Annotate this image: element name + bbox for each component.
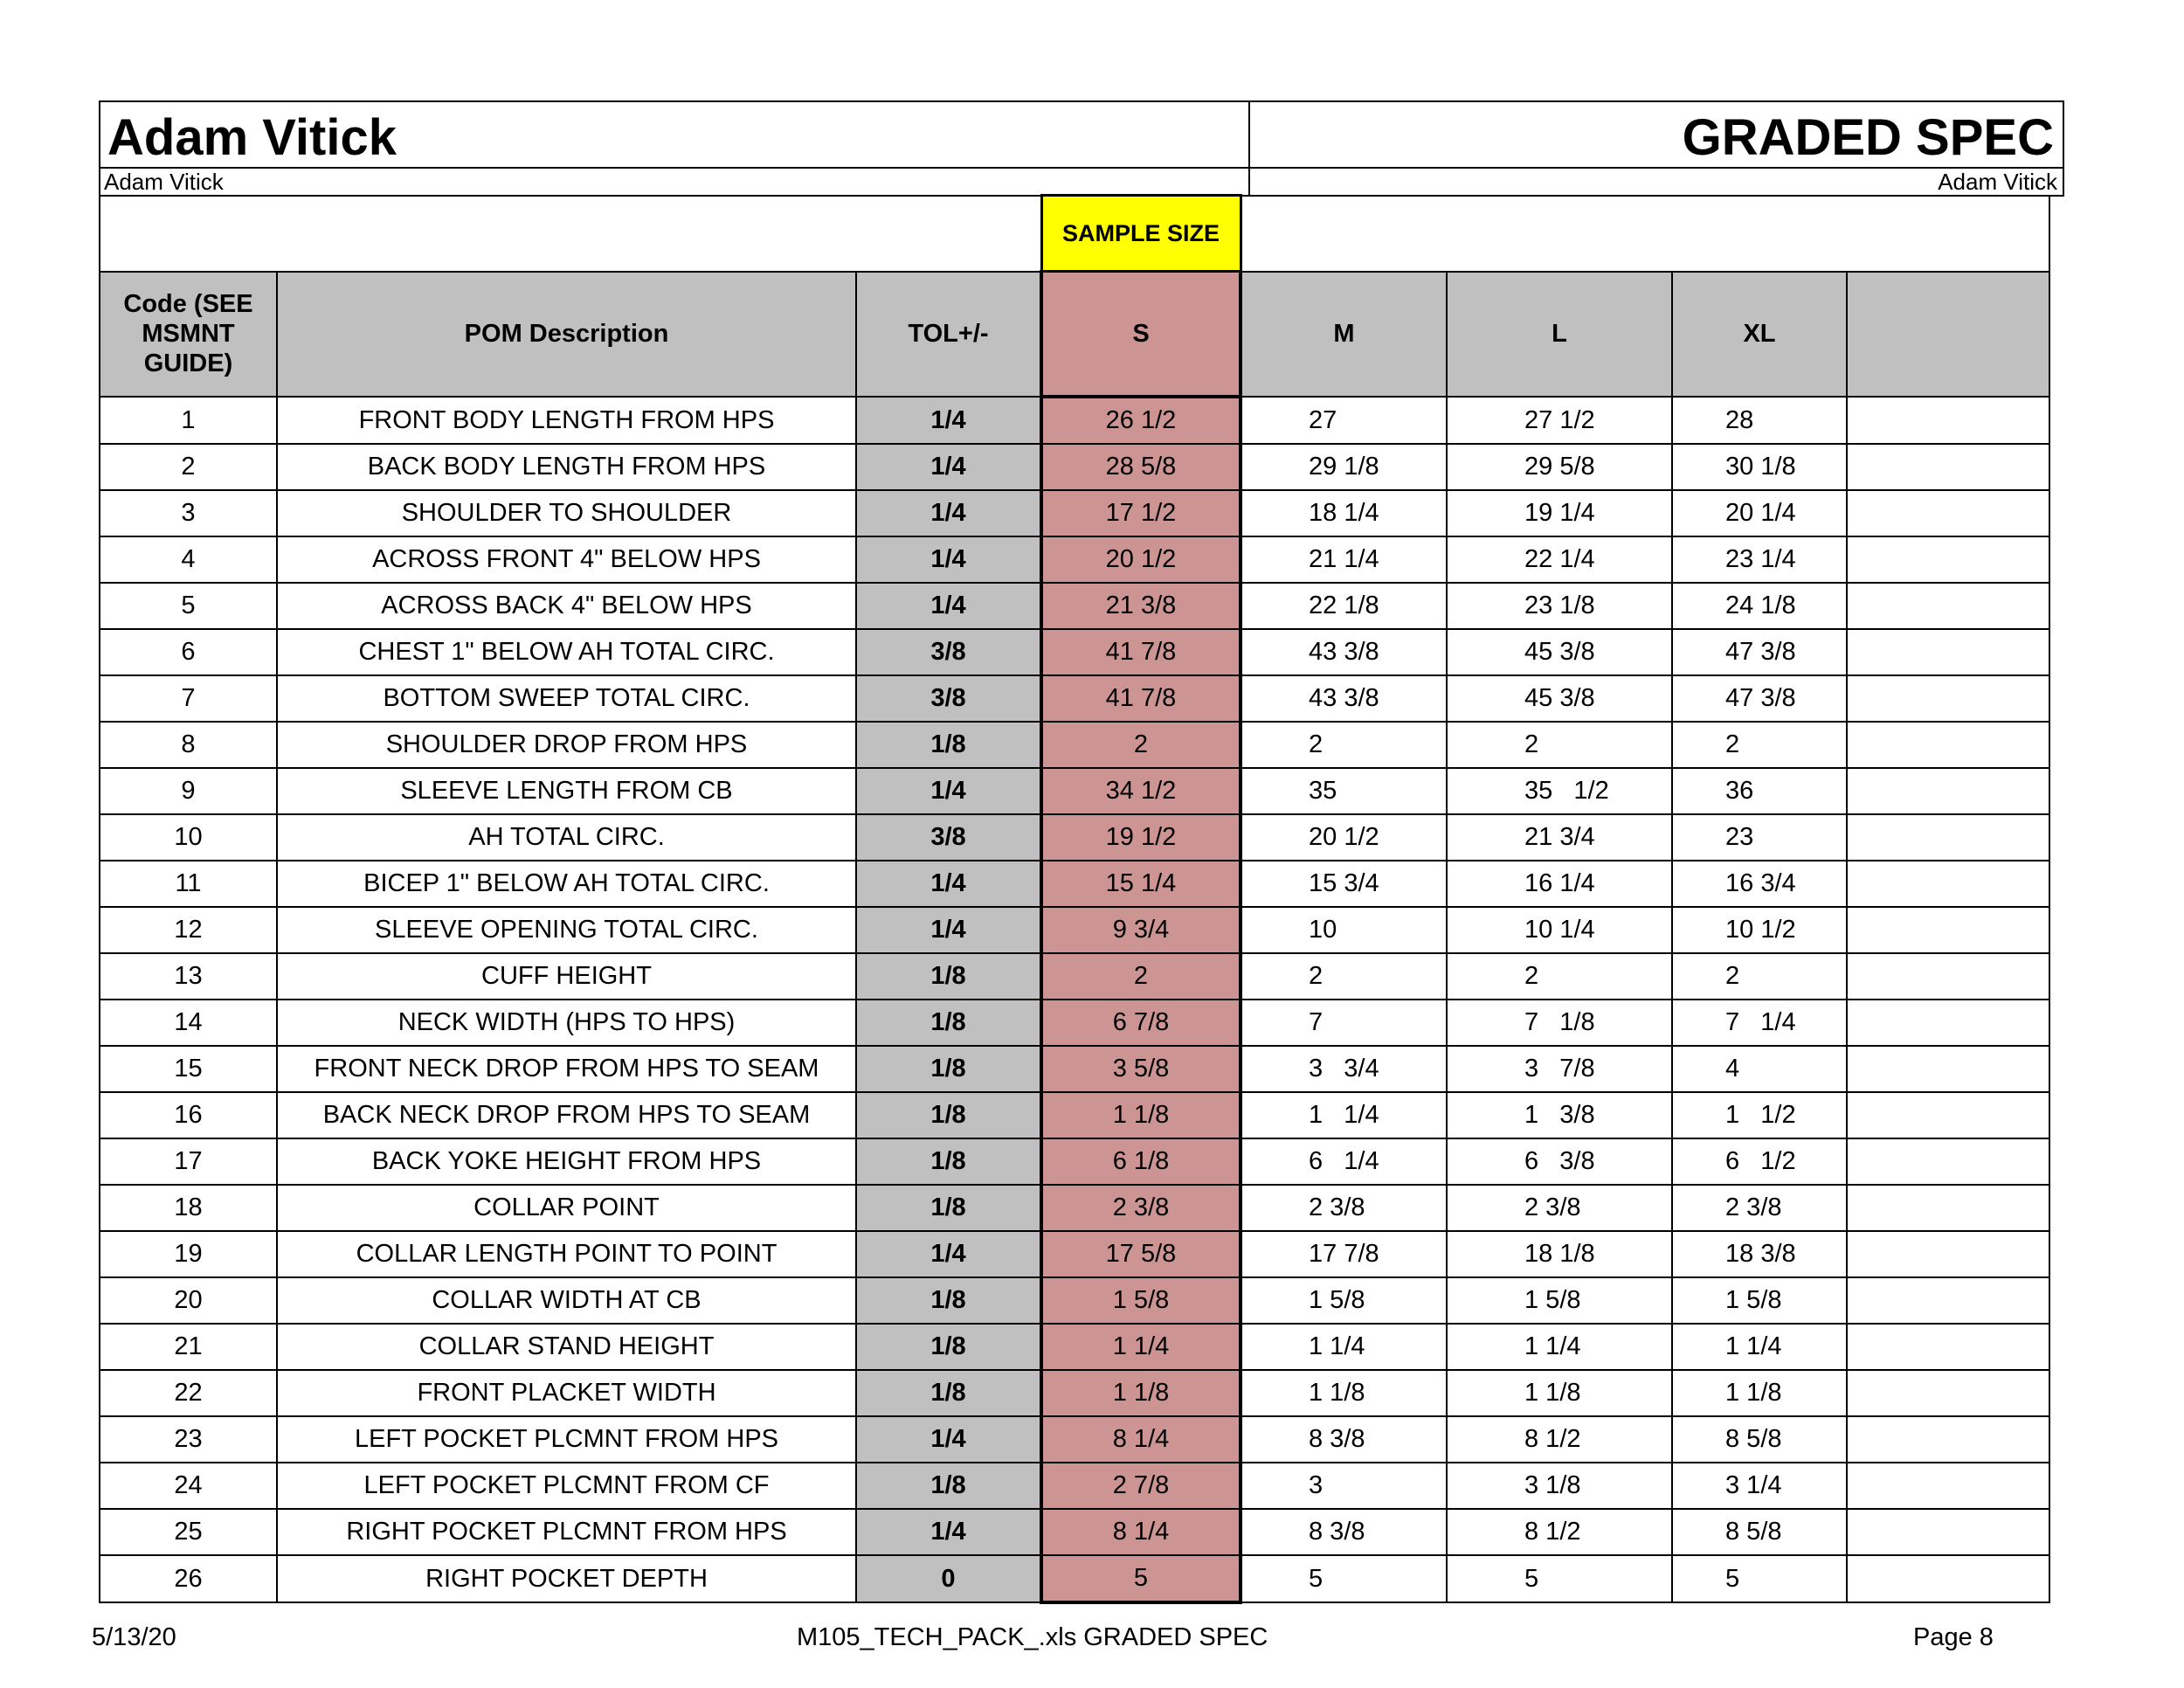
row-tolerance: 1/8 xyxy=(856,1370,1041,1416)
row-tolerance: 1/8 xyxy=(856,1138,1041,1185)
row-tolerance: 1/4 xyxy=(856,1416,1041,1463)
row-size-l: 18 1/8 xyxy=(1447,1231,1672,1277)
row-extra xyxy=(1847,953,2049,1000)
row-size-s: 21 3/8 xyxy=(1041,583,1241,629)
row-size-s: 2 xyxy=(1041,953,1241,1000)
row-extra xyxy=(1847,490,2049,536)
row-size-l: 27 1/2 xyxy=(1447,397,1672,444)
row-extra xyxy=(1847,1185,2049,1231)
row-size-m: 5 xyxy=(1241,1555,1447,1602)
row-tolerance: 1/8 xyxy=(856,1185,1041,1231)
row-size-m: 21 1/4 xyxy=(1241,536,1447,583)
table-row xyxy=(100,1277,2049,1324)
row-extra xyxy=(1847,1231,2049,1277)
row-pom-description: COLLAR WIDTH AT CB xyxy=(277,1277,856,1324)
row-extra xyxy=(1847,1138,2049,1185)
col-header-code-line: GUIDE) xyxy=(143,349,233,378)
row-size-xl: 3 1/4 xyxy=(1672,1463,1847,1509)
table-row xyxy=(100,1000,2049,1046)
row-size-m: 43 3/8 xyxy=(1241,675,1447,722)
row-code: 22 xyxy=(100,1370,277,1416)
table-row xyxy=(100,1092,2049,1138)
row-pom-description: FRONT NECK DROP FROM HPS TO SEAM xyxy=(277,1046,856,1092)
row-code: 3 xyxy=(100,490,277,536)
col-header-extra xyxy=(1847,272,2049,398)
row-code: 5 xyxy=(100,583,277,629)
row-extra xyxy=(1847,629,2049,675)
table-row xyxy=(100,722,2049,768)
row-size-s: 6 7/8 xyxy=(1041,1000,1241,1046)
footer-file: M105_TECH_PACK_.xls GRADED SPEC xyxy=(797,1623,1268,1651)
row-size-l: 29 5/8 xyxy=(1447,444,1672,490)
row-size-s: 17 5/8 xyxy=(1041,1231,1241,1277)
row-size-xl: 20 1/4 xyxy=(1672,490,1847,536)
row-extra xyxy=(1847,1463,2049,1509)
row-size-xl: 8 5/8 xyxy=(1672,1509,1847,1555)
row-tolerance: 1/8 xyxy=(856,1324,1041,1370)
table-row xyxy=(100,397,2049,444)
row-size-l: 8 1/2 xyxy=(1447,1416,1672,1463)
row-code: 4 xyxy=(100,536,277,583)
row-code: 19 xyxy=(100,1231,277,1277)
row-size-m: 22 1/8 xyxy=(1241,583,1447,629)
row-size-s: 2 xyxy=(1041,722,1241,768)
row-size-l: 23 1/8 xyxy=(1447,583,1672,629)
row-tolerance: 1/4 xyxy=(856,861,1041,907)
row-pom-description: CHEST 1" BELOW AH TOTAL CIRC. xyxy=(277,629,856,675)
row-size-xl: 2 xyxy=(1672,722,1847,768)
row-size-l: 1 3/8 xyxy=(1447,1092,1672,1138)
row-code: 16 xyxy=(100,1092,277,1138)
page-title: GRADED SPEC xyxy=(1249,101,2063,168)
row-code: 20 xyxy=(100,1277,277,1324)
row-extra xyxy=(1847,444,2049,490)
row-size-xl: 7 1/4 xyxy=(1672,1000,1847,1046)
row-size-s: 2 3/8 xyxy=(1041,1185,1241,1231)
row-size-m: 2 xyxy=(1241,953,1447,1000)
table-row xyxy=(100,907,2049,953)
row-tolerance: 1/8 xyxy=(856,1000,1041,1046)
row-size-l: 19 1/4 xyxy=(1447,490,1672,536)
row-code: 8 xyxy=(100,722,277,768)
row-size-l: 45 3/8 xyxy=(1447,629,1672,675)
row-size-xl: 47 3/8 xyxy=(1672,675,1847,722)
row-size-s: 41 7/8 xyxy=(1041,629,1241,675)
row-pom-description: LEFT POCKET PLCMNT FROM HPS xyxy=(277,1416,856,1463)
row-code: 21 xyxy=(100,1324,277,1370)
row-code: 13 xyxy=(100,953,277,1000)
row-size-l: 2 xyxy=(1447,722,1672,768)
col-header-code-line: MSMNT xyxy=(142,320,235,349)
row-pom-description: BACK BODY LENGTH FROM HPS xyxy=(277,444,856,490)
row-size-s: 2 7/8 xyxy=(1041,1463,1241,1509)
row-size-xl: 23 1/4 xyxy=(1672,536,1847,583)
row-size-m: 1 1/4 xyxy=(1241,1324,1447,1370)
table-row xyxy=(100,583,2049,629)
row-pom-description: COLLAR POINT xyxy=(277,1185,856,1231)
row-size-s: 28 5/8 xyxy=(1041,444,1241,490)
row-size-xl: 4 xyxy=(1672,1046,1847,1092)
row-size-s: 1 1/8 xyxy=(1041,1370,1241,1416)
row-size-s: 9 3/4 xyxy=(1041,907,1241,953)
row-size-s: 34 1/2 xyxy=(1041,768,1241,814)
row-size-xl: 10 1/2 xyxy=(1672,907,1847,953)
row-size-m: 27 xyxy=(1241,397,1447,444)
row-code: 1 xyxy=(100,397,277,444)
row-size-m: 15 3/4 xyxy=(1241,861,1447,907)
row-size-m: 3 xyxy=(1241,1463,1447,1509)
row-size-l: 1 1/8 xyxy=(1447,1370,1672,1416)
row-size-m: 1 1/4 xyxy=(1241,1092,1447,1138)
row-size-xl: 1 5/8 xyxy=(1672,1277,1847,1324)
row-size-xl: 5 xyxy=(1672,1555,1847,1602)
row-size-l: 1 1/4 xyxy=(1447,1324,1672,1370)
row-code: 18 xyxy=(100,1185,277,1231)
table-row xyxy=(100,1555,2049,1602)
footer-page: Page 8 xyxy=(1913,1623,1994,1651)
table-row xyxy=(100,1138,2049,1185)
footer-date: 5/13/20 xyxy=(92,1623,176,1651)
row-size-xl: 16 3/4 xyxy=(1672,861,1847,907)
row-size-xl: 23 xyxy=(1672,814,1847,861)
row-tolerance: 1/4 xyxy=(856,490,1041,536)
row-extra xyxy=(1847,1277,2049,1324)
row-code: 10 xyxy=(100,814,277,861)
table-row xyxy=(100,861,2049,907)
row-size-s: 8 1/4 xyxy=(1041,1416,1241,1463)
row-extra xyxy=(1847,583,2049,629)
row-tolerance: 1/4 xyxy=(856,1231,1041,1277)
row-extra xyxy=(1847,1509,2049,1555)
row-tolerance: 1/4 xyxy=(856,397,1041,444)
row-pom-description: RIGHT POCKET PLCMNT FROM HPS xyxy=(277,1509,856,1555)
row-code: 23 xyxy=(100,1416,277,1463)
row-size-s: 6 1/8 xyxy=(1041,1138,1241,1185)
row-size-s: 19 1/2 xyxy=(1041,814,1241,861)
table-row xyxy=(100,1324,2049,1370)
row-extra xyxy=(1847,1370,2049,1416)
row-size-xl: 47 3/8 xyxy=(1672,629,1847,675)
row-pom-description: CUFF HEIGHT xyxy=(277,953,856,1000)
row-extra xyxy=(1847,675,2049,722)
table-row xyxy=(100,1509,2049,1555)
row-size-m: 18 1/4 xyxy=(1241,490,1447,536)
row-size-s: 1 1/8 xyxy=(1041,1092,1241,1138)
row-size-xl: 24 1/8 xyxy=(1672,583,1847,629)
row-size-s: 3 5/8 xyxy=(1041,1046,1241,1092)
col-header-size-s: S xyxy=(1041,272,1241,398)
row-size-xl: 28 xyxy=(1672,397,1847,444)
row-size-xl: 6 1/2 xyxy=(1672,1138,1847,1185)
row-extra xyxy=(1847,1416,2049,1463)
row-tolerance: 1/8 xyxy=(856,953,1041,1000)
row-extra xyxy=(1847,536,2049,583)
row-tolerance: 1/4 xyxy=(856,768,1041,814)
row-extra xyxy=(1847,722,2049,768)
row-size-m: 35 xyxy=(1241,768,1447,814)
row-tolerance: 1/8 xyxy=(856,1046,1041,1092)
row-size-l: 45 3/8 xyxy=(1447,675,1672,722)
row-pom-description: SHOULDER DROP FROM HPS xyxy=(277,722,856,768)
sample-size-label: SAMPLE SIZE xyxy=(1041,196,1241,272)
row-size-m: 2 3/8 xyxy=(1241,1185,1447,1231)
row-size-s: 26 1/2 xyxy=(1041,397,1241,444)
row-code: 2 xyxy=(100,444,277,490)
row-code: 12 xyxy=(100,907,277,953)
row-extra xyxy=(1847,907,2049,953)
row-extra xyxy=(1847,814,2049,861)
row-size-s: 1 1/4 xyxy=(1041,1324,1241,1370)
row-size-s: 41 7/8 xyxy=(1041,675,1241,722)
row-code: 15 xyxy=(100,1046,277,1092)
table-row xyxy=(100,444,2049,490)
sample-row-blank-left xyxy=(100,196,1041,272)
row-tolerance: 1/4 xyxy=(856,536,1041,583)
row-pom-description: RIGHT POCKET DEPTH xyxy=(277,1555,856,1602)
table-row xyxy=(100,1416,2049,1463)
row-size-xl: 1 1/8 xyxy=(1672,1370,1847,1416)
row-pom-description: FRONT PLACKET WIDTH xyxy=(277,1370,856,1416)
row-size-xl: 8 5/8 xyxy=(1672,1416,1847,1463)
table-row xyxy=(100,536,2049,583)
table-row xyxy=(100,1463,2049,1509)
row-size-m: 1 1/8 xyxy=(1241,1370,1447,1416)
col-header-code xyxy=(100,272,277,398)
row-size-m: 6 1/4 xyxy=(1241,1138,1447,1185)
row-tolerance: 3/8 xyxy=(856,675,1041,722)
table-row xyxy=(100,1185,2049,1231)
spec-rows xyxy=(100,397,2049,1602)
row-size-l: 3 7/8 xyxy=(1447,1046,1672,1092)
row-size-m: 20 1/2 xyxy=(1241,814,1447,861)
row-pom-description: FRONT BODY LENGTH FROM HPS xyxy=(277,397,856,444)
col-header-size-m: M xyxy=(1241,272,1447,398)
row-pom-description: LEFT POCKET PLCMNT FROM CF xyxy=(277,1463,856,1509)
col-header-size-xl: XL xyxy=(1672,272,1847,398)
row-size-xl: 1 1/4 xyxy=(1672,1324,1847,1370)
row-size-m: 1 5/8 xyxy=(1241,1277,1447,1324)
row-tolerance: 1/8 xyxy=(856,1092,1041,1138)
row-extra xyxy=(1847,1555,2049,1602)
table-row xyxy=(100,953,2049,1000)
row-size-l: 2 xyxy=(1447,953,1672,1000)
table-row xyxy=(100,1046,2049,1092)
brand-title: Adam Vitick xyxy=(100,101,1249,168)
row-extra xyxy=(1847,1324,2049,1370)
row-size-m: 8 3/8 xyxy=(1241,1416,1447,1463)
row-extra xyxy=(1847,1000,2049,1046)
table-row xyxy=(100,1231,2049,1277)
row-code: 11 xyxy=(100,861,277,907)
brand-subtitle-left: Adam Vitick xyxy=(100,168,1249,196)
row-size-l: 6 3/8 xyxy=(1447,1138,1672,1185)
row-pom-description: ACROSS BACK 4" BELOW HPS xyxy=(277,583,856,629)
row-code: 17 xyxy=(100,1138,277,1185)
row-pom-description: COLLAR STAND HEIGHT xyxy=(277,1324,856,1370)
row-pom-description: BICEP 1" BELOW AH TOTAL CIRC. xyxy=(277,861,856,907)
row-extra xyxy=(1847,397,2049,444)
row-pom-description: BACK YOKE HEIGHT FROM HPS xyxy=(277,1138,856,1185)
row-size-l: 2 3/8 xyxy=(1447,1185,1672,1231)
row-size-xl: 36 xyxy=(1672,768,1847,814)
row-extra xyxy=(1847,861,2049,907)
row-tolerance: 3/8 xyxy=(856,814,1041,861)
row-extra xyxy=(1847,768,2049,814)
row-extra xyxy=(1847,1092,2049,1138)
row-size-m: 29 1/8 xyxy=(1241,444,1447,490)
table-row xyxy=(100,1370,2049,1416)
sample-size-row xyxy=(100,196,2049,272)
brand-subtitle-right: Adam Vitick xyxy=(1249,168,2063,196)
row-code: 6 xyxy=(100,629,277,675)
row-size-l: 10 1/4 xyxy=(1447,907,1672,953)
row-size-m: 2 xyxy=(1241,722,1447,768)
row-size-m: 17 7/8 xyxy=(1241,1231,1447,1277)
col-header-tol: TOL+/- xyxy=(856,272,1041,398)
row-size-xl: 30 1/8 xyxy=(1672,444,1847,490)
row-code: 14 xyxy=(100,1000,277,1046)
header-table xyxy=(99,100,2064,197)
row-size-xl: 18 3/8 xyxy=(1672,1231,1847,1277)
table-row xyxy=(100,629,2049,675)
row-size-l: 1 5/8 xyxy=(1447,1277,1672,1324)
row-size-l: 7 1/8 xyxy=(1447,1000,1672,1046)
column-header-row xyxy=(100,272,2049,398)
col-header-size-l: L xyxy=(1447,272,1672,398)
row-code: 9 xyxy=(100,768,277,814)
row-tolerance: 1/8 xyxy=(856,1277,1041,1324)
row-tolerance: 3/8 xyxy=(856,629,1041,675)
row-size-xl: 2 xyxy=(1672,953,1847,1000)
row-pom-description: BACK NECK DROP FROM HPS TO SEAM xyxy=(277,1092,856,1138)
row-size-l: 21 3/4 xyxy=(1447,814,1672,861)
row-tolerance: 1/8 xyxy=(856,722,1041,768)
row-size-l: 16 1/4 xyxy=(1447,861,1672,907)
row-tolerance: 0 xyxy=(856,1555,1041,1602)
row-size-s: 17 1/2 xyxy=(1041,490,1241,536)
row-size-s: 1 5/8 xyxy=(1041,1277,1241,1324)
row-pom-description: COLLAR LENGTH POINT TO POINT xyxy=(277,1231,856,1277)
row-extra xyxy=(1847,1046,2049,1092)
row-size-xl: 2 3/8 xyxy=(1672,1185,1847,1231)
row-size-m: 8 3/8 xyxy=(1241,1509,1447,1555)
row-size-xl: 1 1/2 xyxy=(1672,1092,1847,1138)
row-pom-description: SHOULDER TO SHOULDER xyxy=(277,490,856,536)
row-tolerance: 1/4 xyxy=(856,444,1041,490)
row-size-l: 3 1/8 xyxy=(1447,1463,1672,1509)
sample-row-blank-right xyxy=(1241,196,2049,272)
row-pom-description: SLEEVE OPENING TOTAL CIRC. xyxy=(277,907,856,953)
col-header-pom: POM Description xyxy=(277,272,856,398)
row-size-m: 43 3/8 xyxy=(1241,629,1447,675)
row-size-s: 20 1/2 xyxy=(1041,536,1241,583)
row-size-m: 7 xyxy=(1241,1000,1447,1046)
row-code: 7 xyxy=(100,675,277,722)
table-row xyxy=(100,768,2049,814)
row-size-s: 15 1/4 xyxy=(1041,861,1241,907)
row-size-l: 5 xyxy=(1447,1555,1672,1602)
row-size-l: 35 1/2 xyxy=(1447,768,1672,814)
table-row xyxy=(100,814,2049,861)
row-pom-description: AH TOTAL CIRC. xyxy=(277,814,856,861)
row-code: 24 xyxy=(100,1463,277,1509)
row-pom-description: ACROSS FRONT 4" BELOW HPS xyxy=(277,536,856,583)
row-code: 25 xyxy=(100,1509,277,1555)
graded-spec-table xyxy=(99,194,2050,1604)
table-row xyxy=(100,490,2049,536)
row-size-l: 8 1/2 xyxy=(1447,1509,1672,1555)
row-pom-description: SLEEVE LENGTH FROM CB xyxy=(277,768,856,814)
row-pom-description: NECK WIDTH (HPS TO HPS) xyxy=(277,1000,856,1046)
row-size-s: 5 xyxy=(1041,1555,1241,1602)
row-size-l: 22 1/4 xyxy=(1447,536,1672,583)
row-tolerance: 1/4 xyxy=(856,907,1041,953)
table-row xyxy=(100,675,2049,722)
row-code: 26 xyxy=(100,1555,277,1602)
row-size-m: 3 3/4 xyxy=(1241,1046,1447,1092)
row-tolerance: 1/8 xyxy=(856,1463,1041,1509)
row-size-m: 10 xyxy=(1241,907,1447,953)
row-size-s: 8 1/4 xyxy=(1041,1509,1241,1555)
row-pom-description: BOTTOM SWEEP TOTAL CIRC. xyxy=(277,675,856,722)
col-header-code-line: Code (SEE xyxy=(123,290,253,319)
row-tolerance: 1/4 xyxy=(856,1509,1041,1555)
row-tolerance: 1/4 xyxy=(856,583,1041,629)
